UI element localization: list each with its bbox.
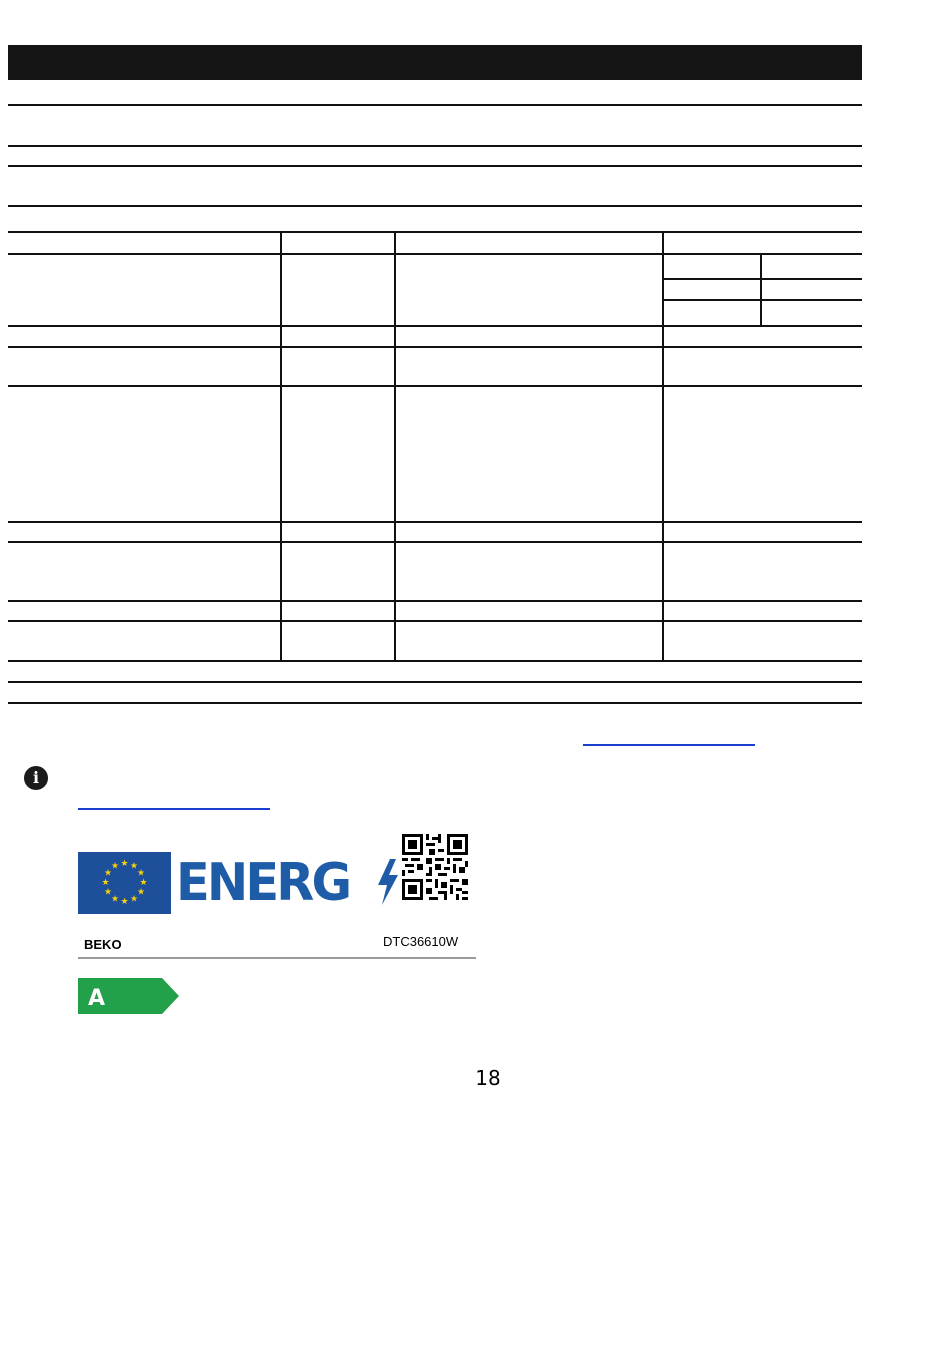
eu-flag-icon	[78, 852, 171, 914]
svg-text:★: ★	[103, 887, 113, 898]
column-divider	[394, 231, 396, 661]
column-divider	[280, 231, 282, 661]
svg-text:★: ★	[120, 859, 129, 869]
svg-text:★: ★	[110, 894, 120, 905]
info-icon: i	[24, 766, 48, 790]
table-header-bar	[8, 45, 862, 80]
row-divider	[8, 702, 862, 704]
row-divider	[8, 600, 862, 602]
energy-class-letter: A	[88, 986, 106, 1011]
page-number: 18	[475, 1066, 501, 1090]
row-divider	[8, 521, 862, 523]
row-divider	[8, 385, 862, 387]
row-divider	[8, 165, 862, 167]
model-number: DTC36610W	[383, 934, 459, 949]
row-divider	[8, 346, 862, 348]
sub-row-divider	[663, 278, 862, 280]
row-divider	[8, 104, 862, 106]
row-divider	[8, 231, 862, 233]
sub-row-divider	[663, 299, 862, 301]
row-divider	[8, 205, 862, 207]
svg-text:★: ★	[129, 861, 139, 872]
row-divider	[8, 325, 862, 327]
svg-text:★: ★	[136, 868, 146, 879]
label-divider	[78, 957, 476, 959]
svg-text:★: ★	[110, 861, 120, 872]
lightning-icon	[376, 859, 400, 910]
column-divider	[662, 231, 664, 661]
row-divider	[8, 253, 862, 255]
link-underline[interactable]	[78, 808, 270, 810]
svg-text:★: ★	[101, 878, 110, 888]
svg-text:★: ★	[129, 894, 139, 905]
svg-text:★: ★	[103, 868, 113, 879]
energy-class-badge	[78, 978, 180, 1019]
row-divider	[8, 620, 862, 622]
row-divider	[8, 145, 862, 147]
row-divider	[8, 681, 862, 683]
svg-text:★: ★	[120, 897, 129, 907]
row-divider	[8, 541, 862, 543]
energy-wordmark: ENERG	[176, 853, 350, 913]
column-divider	[760, 253, 762, 326]
brand-name: BEKO	[84, 937, 122, 952]
svg-text:★: ★	[136, 887, 146, 898]
row-divider	[8, 660, 862, 662]
qr-code-icon	[402, 834, 468, 900]
svg-text:★: ★	[139, 878, 148, 888]
link-underline[interactable]	[583, 744, 755, 746]
